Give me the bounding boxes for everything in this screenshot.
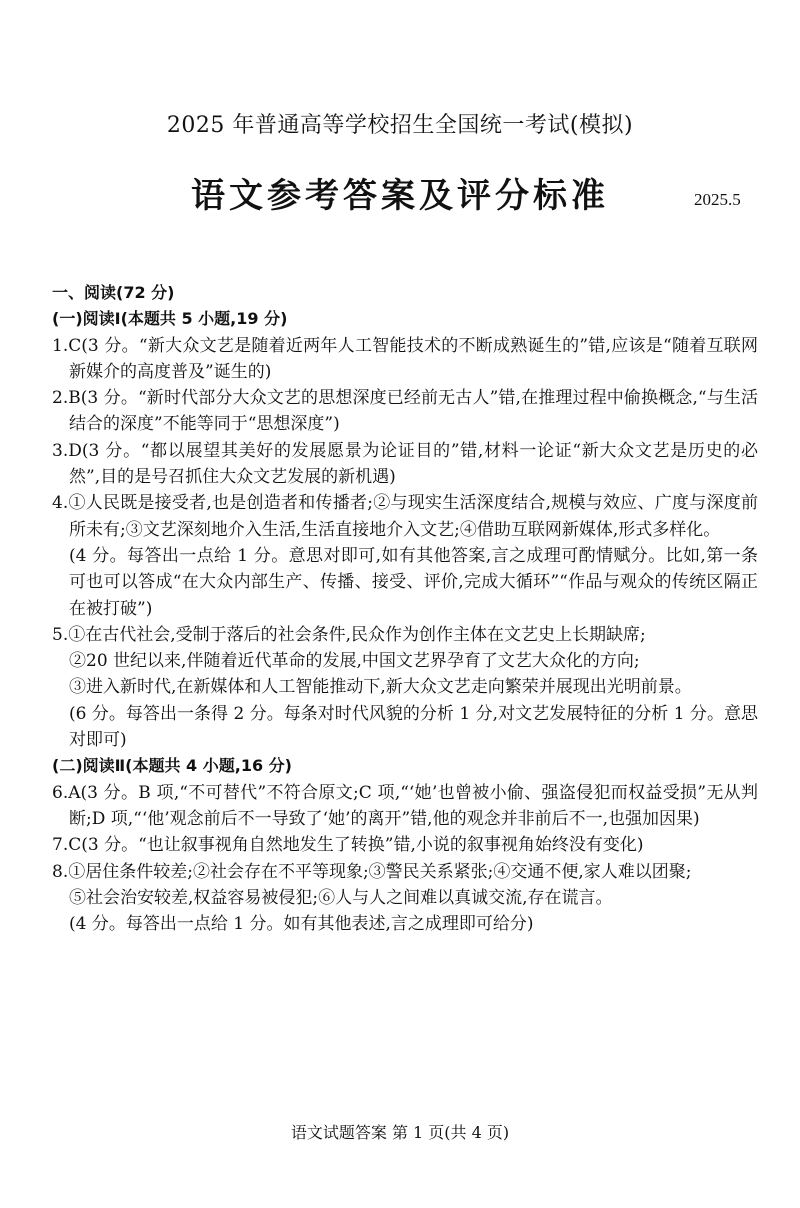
answer-q5-point-1: 5.①在古代社会,受制于落后的社会条件,民众作为创作主体在文艺史上长期缺席; xyxy=(52,624,646,645)
subsection-heading-reading-2: (二)阅读Ⅱ(本题共 4 小题,16 分) xyxy=(52,756,292,776)
scoring-note-q5: (6 分。每答出一条得 2 分。每条对时代风貌的分析 1 分,对文艺发展特征的分析 1 分。意思对即可) xyxy=(69,703,758,751)
issue-date: 2025.5 xyxy=(694,190,741,209)
exam-title: 2025 年普通高等学校招生全国统一考试(模拟) xyxy=(166,113,634,138)
answer-content xyxy=(52,280,758,937)
answer-q5-point-2: ②20 世纪以来,伴随着近代革命的发展,中国文艺界孕育了文艺大众化的方向; xyxy=(69,651,640,672)
page-footer: 语文试题答案 第 1 页(共 4 页) xyxy=(290,1123,510,1142)
scoring-note-q4: (4 分。每答出一点给 1 分。意思对即可,如有其他答案,言之成理可酌情赋分。比如,第一条可也可以答成“在大众内部生产、传播、接受、评价,完成大循环”“作品与观众的传统区隔正在被打破”) xyxy=(69,545,758,619)
answer-q7: 7.C(3 分。“也让叙事视角自然地发生了转换”错,小说的叙事视角始终没有变化) xyxy=(52,835,644,856)
scoring-note-q8: (4 分。每答出一点给 1 分。如有其他表述,言之成理即可给分) xyxy=(69,914,534,935)
answer-q5-point-3: ③进入新时代,在新媒体和人工智能推动下,新大众文艺走向繁荣并展现出光明前景。 xyxy=(69,677,692,698)
answer-q6: 6.A(3 分。B 项,“不可替代”不符合原文;C 项,“‘她’也曾被小偷、强盗侵犯而权益受损”无从判断;D 项,“‘他’观念前后不一导致了‘她’的离开”错,他的观念并非前后不一,也强加因果) xyxy=(52,782,758,829)
answer-q1: 1.C(3 分。“新大众文艺是随着近两年人工智能技术的不断成熟诞生的”错,应该是“随着互联网新媒介的高度普及”诞生的) xyxy=(52,335,758,382)
page-title: 语文参考答案及评分标准 xyxy=(191,176,609,216)
answer-q4: 4.①人民既是接受者,也是创造者和传播者;②与现实生活深度结合,规模与效应、广度与深度前所未有;③文艺深刻地介入生活,生活直接地介入文艺;④借助互联网新媒体,形式多样化。 xyxy=(52,493,758,540)
answer-q2: 2.B(3 分。“新时代部分大众文艺的思想深度已经前无古人”错,在推理过程中偷换概念,“与生活结合的深度”不能等同于“思想深度”) xyxy=(52,388,758,435)
answer-q8-line-1: 8.①居住条件较差;②社会存在不平等现象;③警民关系紧张;④交通不便,家人难以团聚; xyxy=(52,861,692,882)
answer-q3: 3.D(3 分。“都以展望其美好的发展愿景为论证目的”错,材料一论证“新大众文艺是历史的必然”,目的是号召抓住大众文艺发展的新机遇) xyxy=(52,440,758,488)
answer-q8-line-2: ⑤社会治安较差,权益容易被侵犯;⑥人与人之间难以真诚交流,存在谎言。 xyxy=(69,887,613,908)
section-heading-reading: 一、阅读(72 分) xyxy=(52,283,175,302)
subsection-heading-reading-1: (一)阅读Ⅰ(本题共 5 小题,19 分) xyxy=(52,309,288,329)
